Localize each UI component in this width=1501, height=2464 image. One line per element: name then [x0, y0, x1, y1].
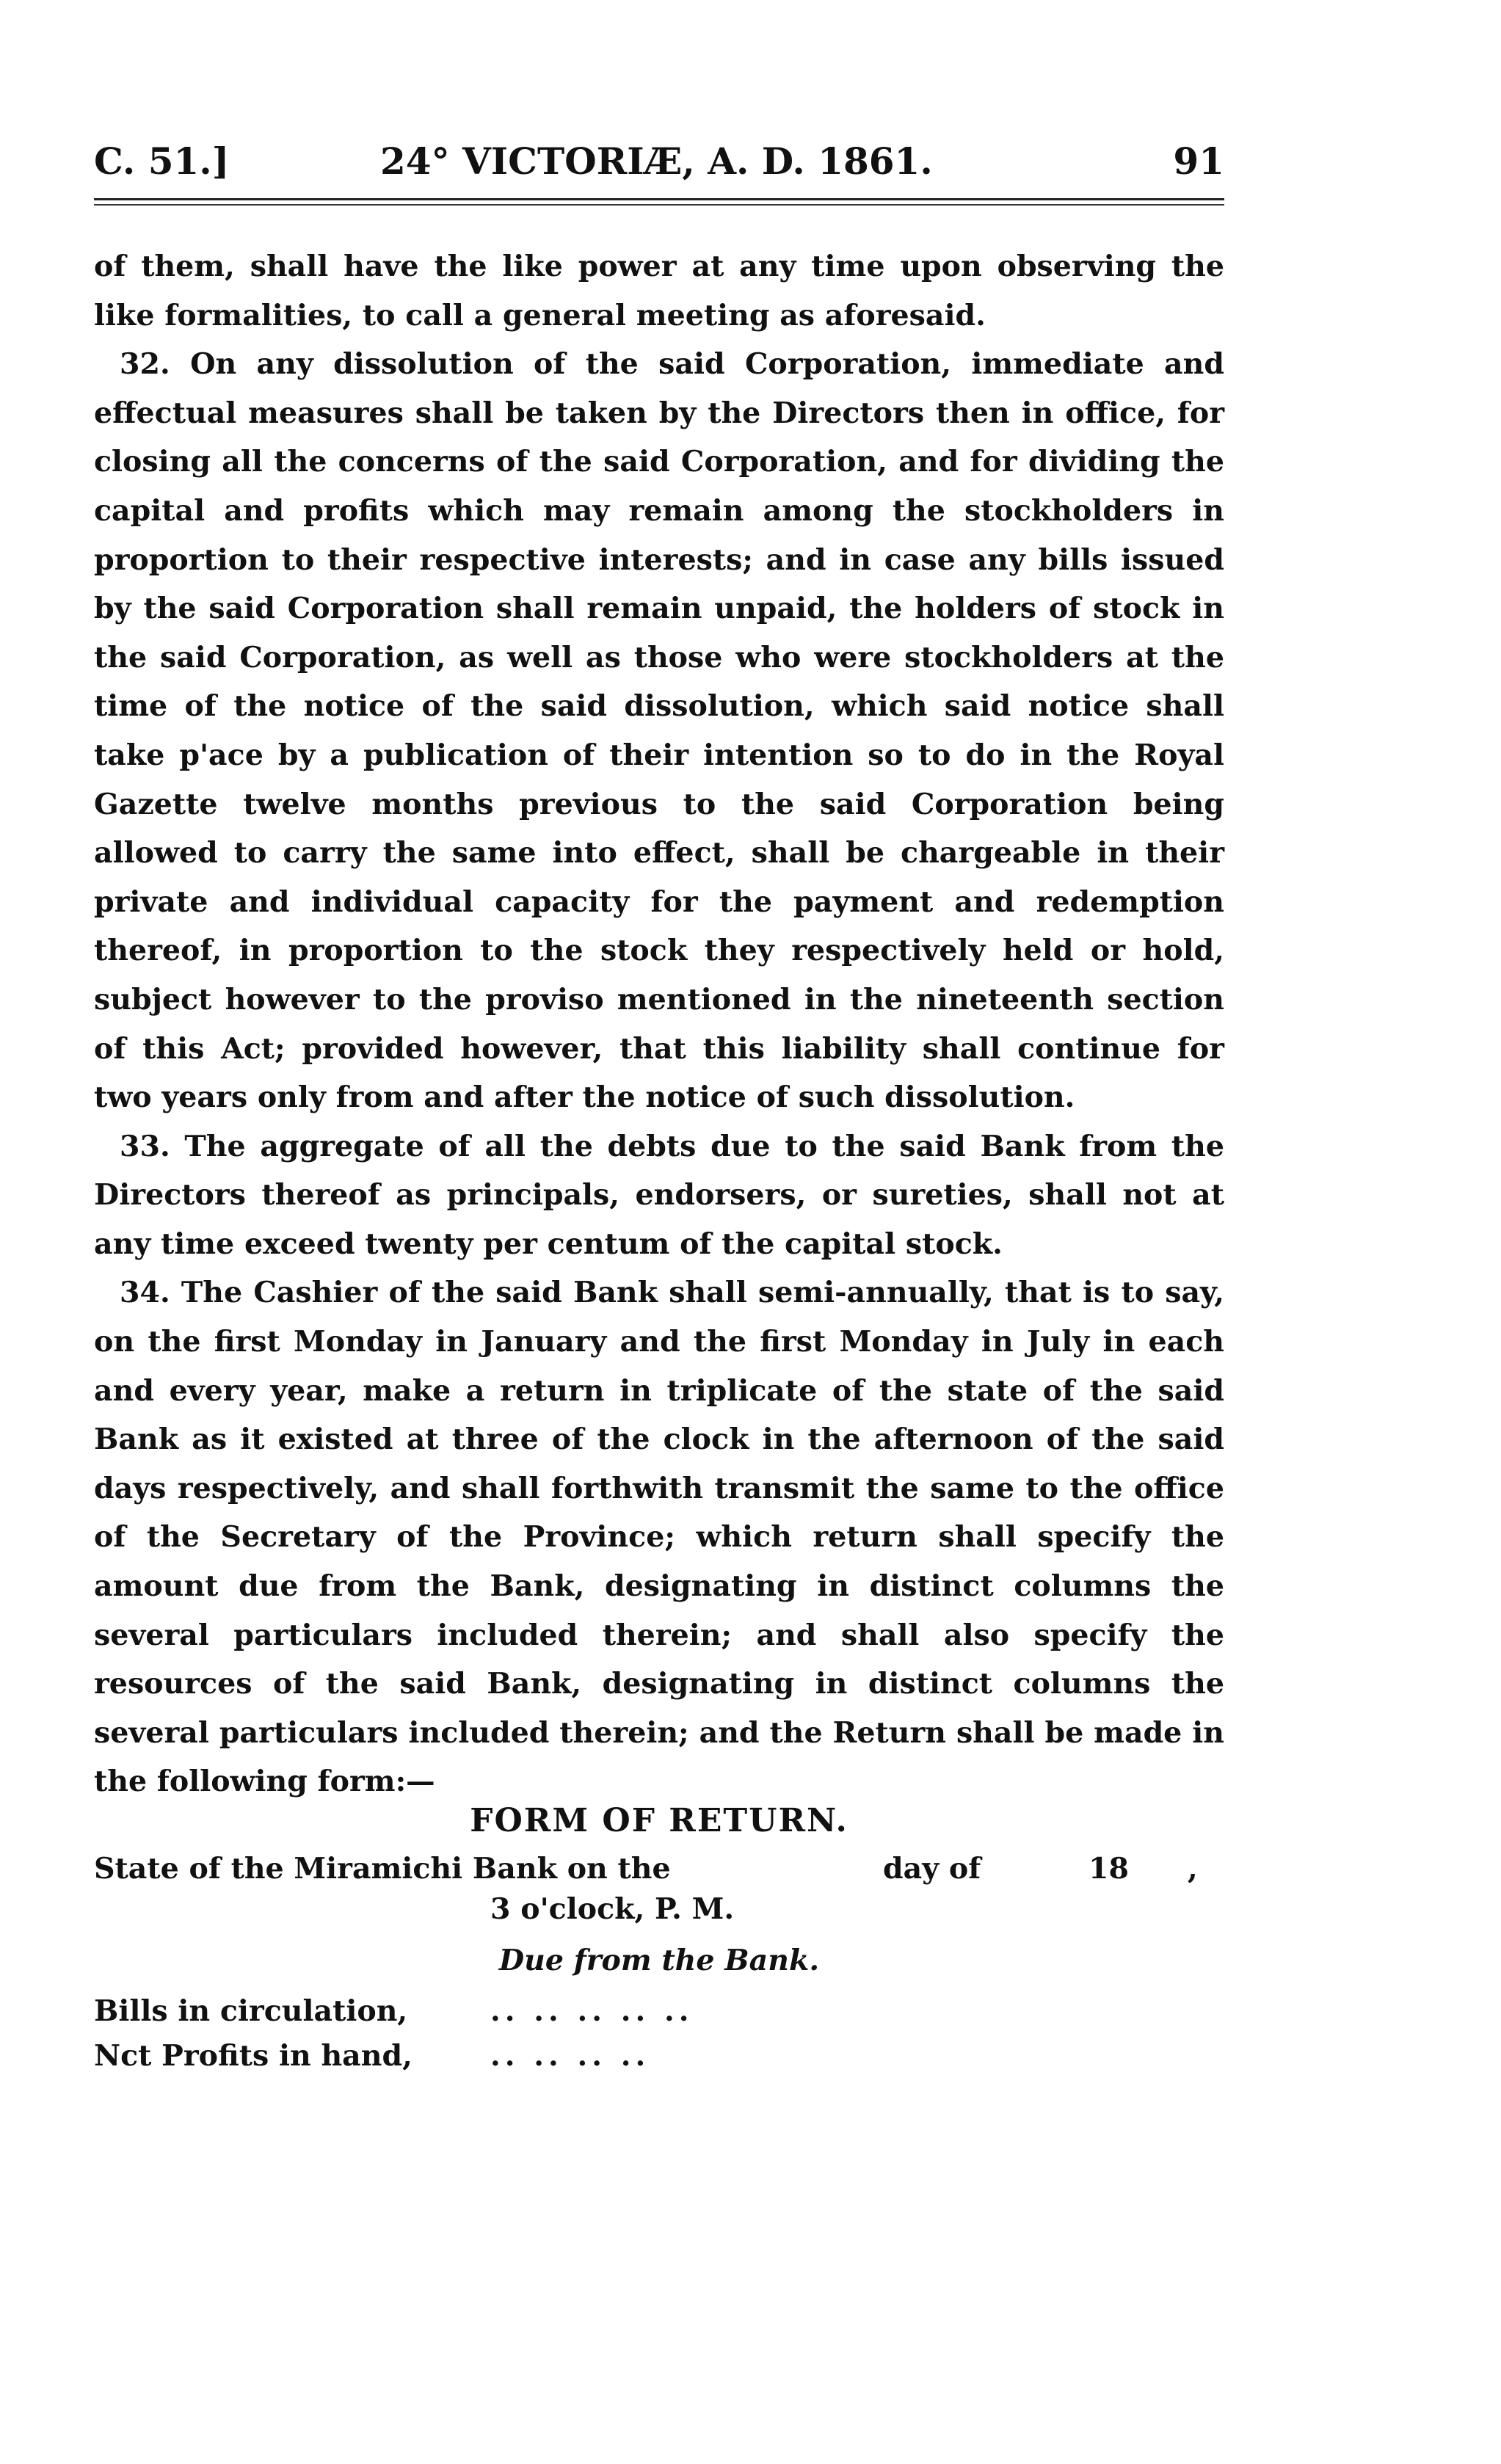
body-text [94, 242, 1224, 1806]
form-section-heading: Due from the Bank. [498, 1944, 820, 1977]
form-comma: , [1188, 1852, 1198, 1886]
document-page [94, 139, 1224, 2073]
form-row-label: Bills in circulation, [94, 1994, 408, 2028]
form-row-dots: .. .. .. .. .. [490, 1994, 694, 2028]
running-header [94, 139, 1224, 191]
reign-date: 24° VICTORIÆ, A. D. 1861. [380, 139, 933, 183]
paragraph-section-32: 32. On any dissolution of the said Corporation, immediate and effectual measures shall be taken by the Directors then in office, for closing all the concerns of the said Corporation, and for dividing the capital and profits which may remain among the stockholders in proportion to their respective interests; and in case any bills issued by the said Corporation shall remain unpaid, the holders of stock in the said Corporation, as well as those who were stockholders at the time of the notice of the said dissolution, which said notice shall take p'ace by a publication of their intention so to do in the Royal Gazette twelve months previous to the said Corporation being allowed to carry the same into effect, shall be chargeable in their private and individual capacity for the payment and redemption thereof, in proportion to the stock they respectively held or hold, subject however to the proviso mentioned in the nineteenth section of this Act; provided however, that this liability shall continue for two years only from and after the notice of such dissolution. [94, 347, 1224, 1115]
paragraph-section-34: 34. The Cashier of the said Bank shall semi-annually, that is to say, on the first Monday in January and the first Monday in July in each and every year, make a return in triplicate of the state of the said Bank as it existed at three of the clock in the afternoon of the said days respectively, and shall forthwith transmit the same to the office of the Secretary of the Province; which return shall specify the amount due from the Bank, designating in distinct columns the several particulars included therein; and shall also specify the resources of the said Bank, designating in distinct columns the several particulars included therein; and the Return shall be made in the following form:— [94, 1276, 1224, 1799]
form-year-prefix: 18 [1089, 1852, 1129, 1886]
form-row-dots: .. .. .. .. [490, 2039, 650, 2073]
header-rule [94, 198, 1224, 200]
chapter-reference: C. 51.] [94, 139, 230, 183]
page-number: 91 [1173, 139, 1224, 183]
form-row-label: Nct Profits in hand, [94, 2039, 412, 2073]
form-day-of: day of [883, 1852, 981, 1886]
paragraph-continuation: of them, shall have the like power at any time upon observing the like formalities, to call a general meeting as aforesaid. [94, 250, 1224, 332]
form-title: FORM OF RETURN. [470, 1802, 848, 1839]
form-state-of: State of the Miramichi Bank on the [94, 1852, 671, 1886]
paragraph-section-33: 33. The aggregate of all the debts due to the said Bank from the Directors thereof as principals, endorsers, or sureties, shall not at any time exceed twenty per centum of the capital stock. [94, 1129, 1224, 1261]
form-time: 3 o'clock, P. M. [490, 1892, 735, 1926]
header-rule-secondary [94, 204, 1224, 206]
